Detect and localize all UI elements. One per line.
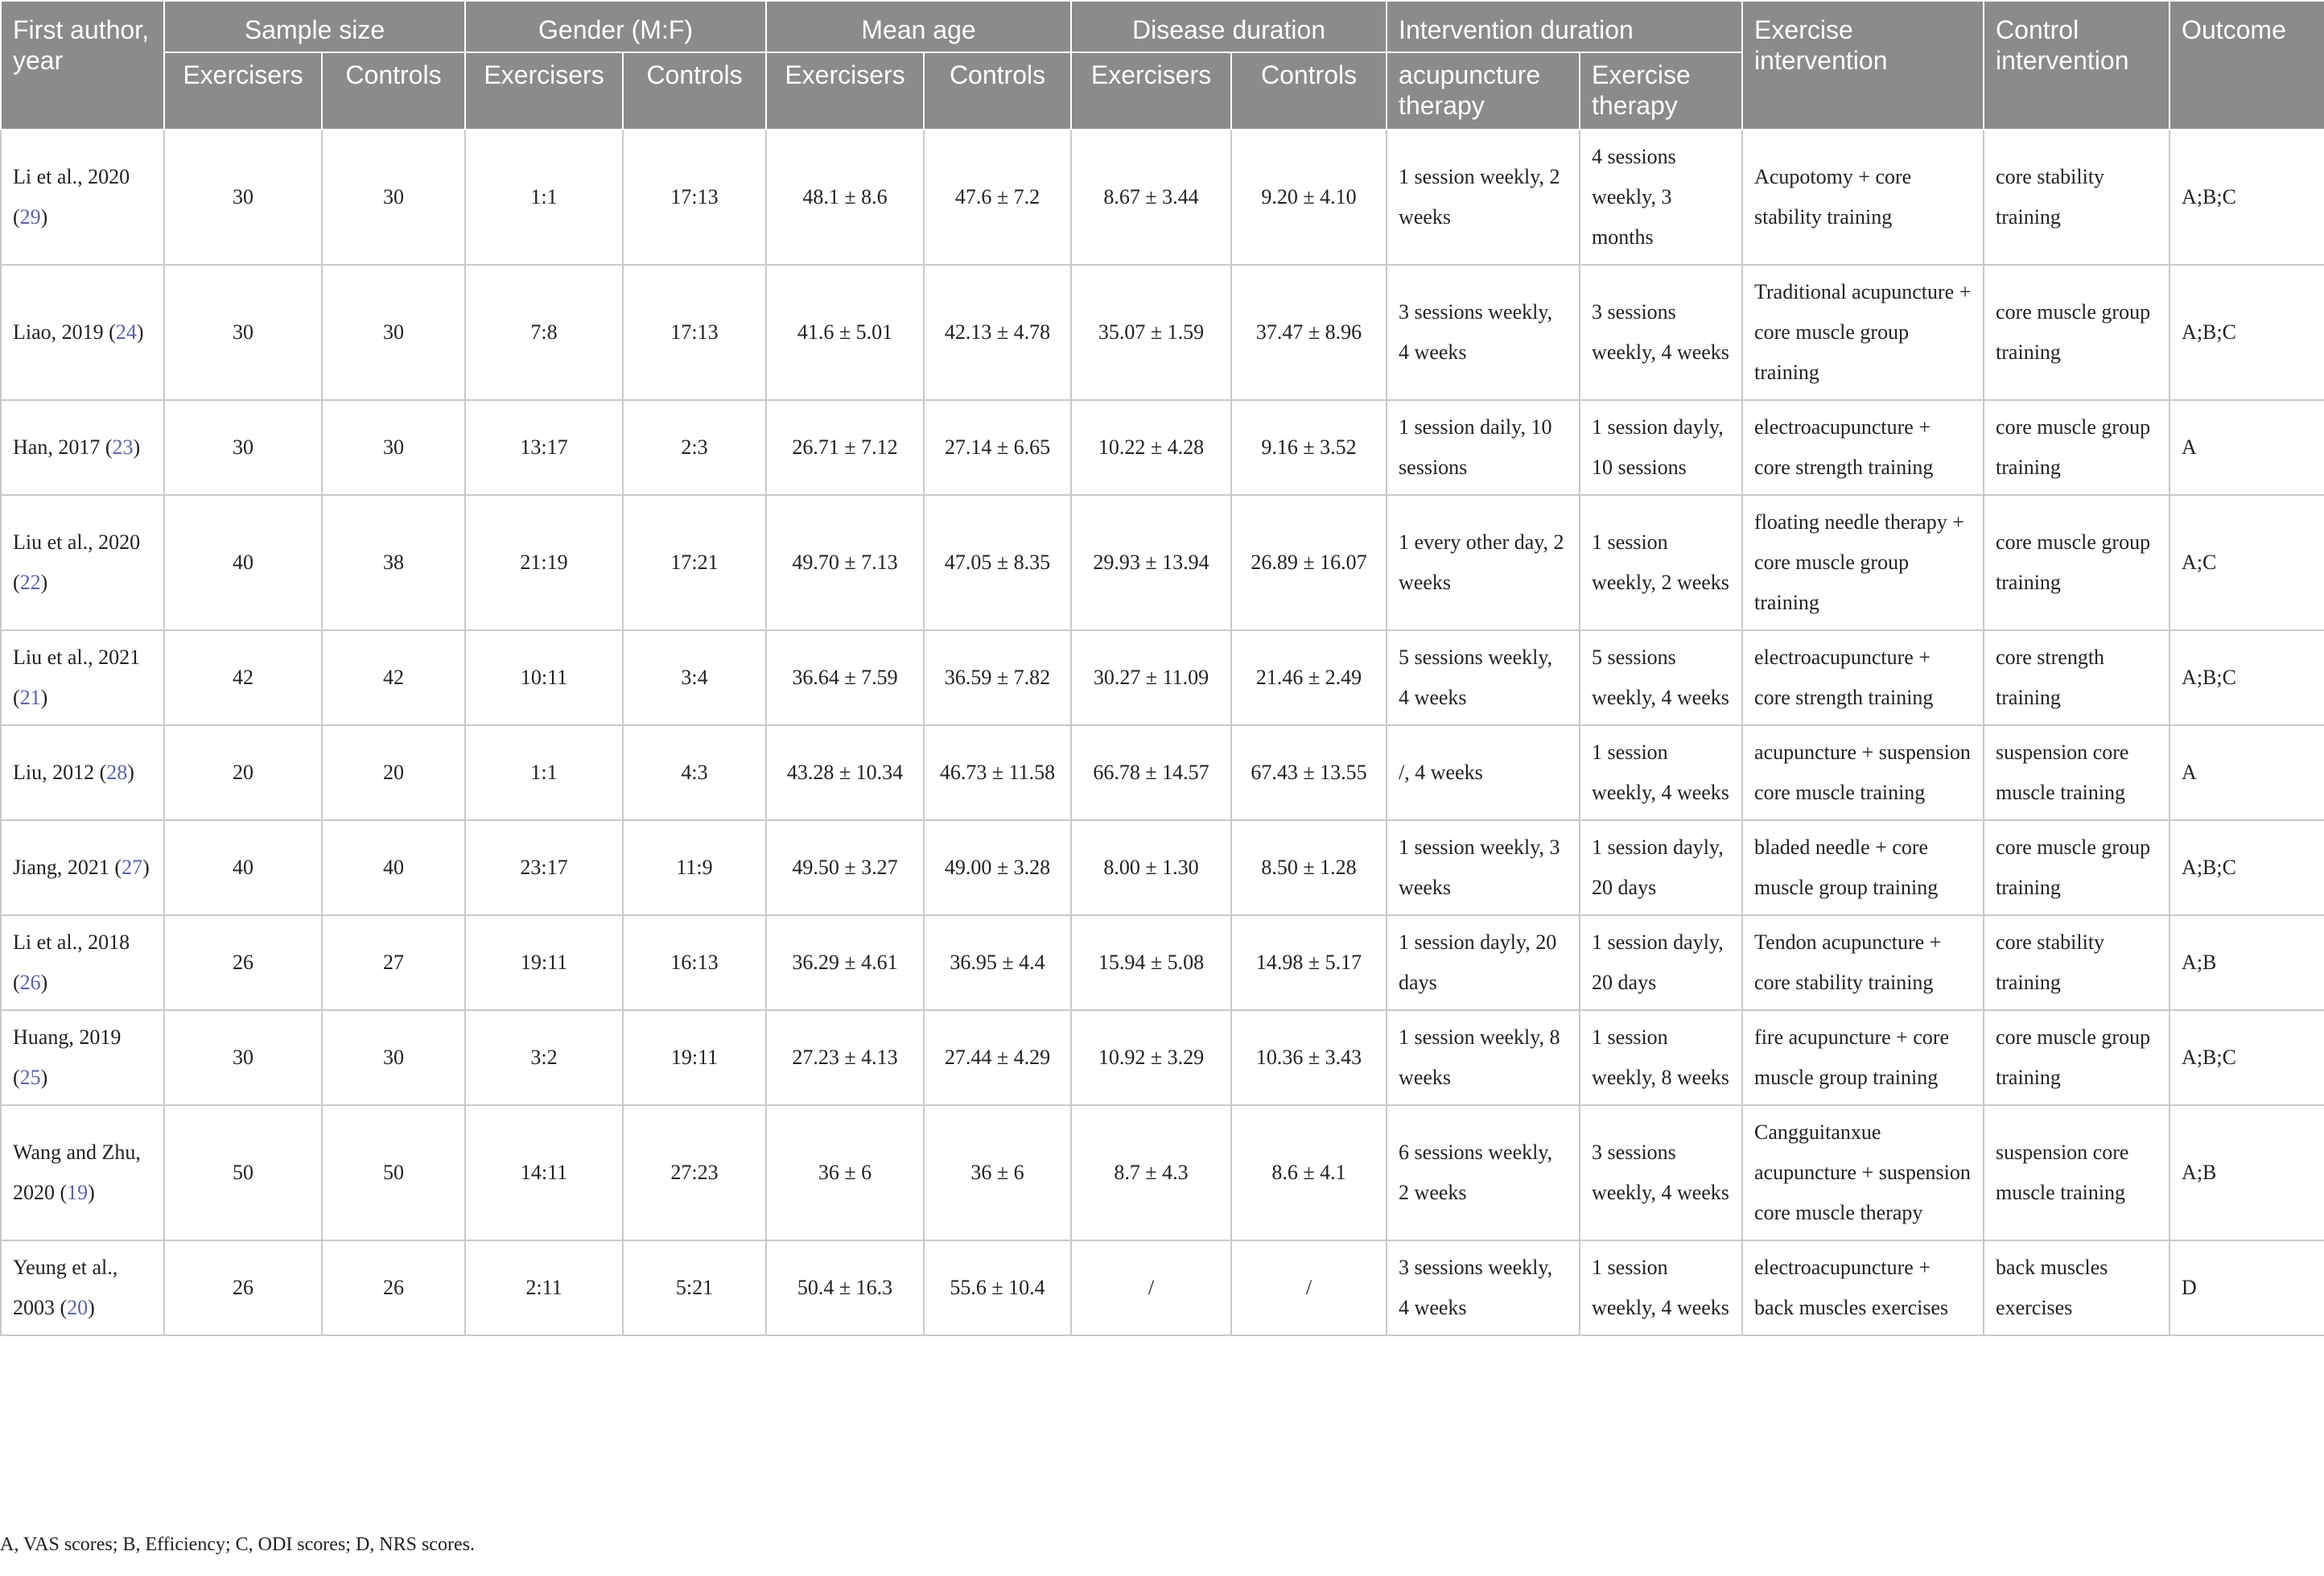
cell-exercise-intervention: fire acupuncture + core muscle group training [1742, 1010, 1984, 1105]
cell-age-exercisers: 49.50 ± 3.27 [766, 820, 924, 915]
reference-link[interactable]: 24 [115, 320, 137, 344]
cell-gender-exercisers: 23:17 [465, 820, 623, 915]
cell-exercise-intervention: Cangguitanxue acupuncture + suspension core muscle therapy [1742, 1105, 1984, 1240]
cell-gender-controls: 17:13 [623, 130, 766, 265]
cell-acupuncture-therapy: /, 4 weeks [1387, 725, 1580, 820]
cell-gender-exercisers: 1:1 [465, 725, 623, 820]
table-row [1, 1105, 2324, 1240]
header-acupuncture-therapy: acupuncture therapy [1387, 52, 1580, 130]
cell-sample-exercisers: 30 [164, 265, 322, 400]
cell-outcome: A;B;C [2169, 1010, 2324, 1105]
header-age-controls: Controls [924, 52, 1071, 130]
table-row [1, 630, 2324, 725]
cell-age-controls: 49.00 ± 3.28 [924, 820, 1071, 915]
author-text: Liu et al., 2021 [13, 646, 141, 669]
cell-age-controls: 36.95 ± 4.4 [924, 915, 1071, 1010]
cell-exercise-therapy: 3 sessions weekly, 4 weeks [1580, 265, 1742, 400]
header-exercise-therapy: Exercise therapy [1580, 52, 1742, 130]
cell-first-author: Wang and Zhu, 2020 (19) [1, 1105, 164, 1240]
cell-exercise-therapy: 1 session weekly, 4 weeks [1580, 1240, 1742, 1335]
author-text: Liu et al., 2020 [13, 530, 141, 554]
header-age-exercisers: Exercisers [766, 52, 924, 130]
author-text: Wang and Zhu, 2020 [13, 1141, 141, 1204]
cell-outcome: A;B [2169, 915, 2324, 1010]
cell-sample-exercisers: 20 [164, 725, 322, 820]
cell-duration-controls: / [1231, 1240, 1387, 1335]
author-text: Li et al., 2018 [13, 930, 130, 954]
cell-age-controls: 42.13 ± 4.78 [924, 265, 1071, 400]
cell-exercise-intervention: acupuncture + suspension core muscle training [1742, 725, 1984, 820]
cell-first-author: Liu et al., 2021 (21) [1, 630, 164, 725]
cell-gender-controls: 17:13 [623, 265, 766, 400]
cell-outcome: A [2169, 725, 2324, 820]
cell-age-exercisers: 27.23 ± 4.13 [766, 1010, 924, 1105]
cell-control-intervention: suspension core muscle training [1984, 725, 2169, 820]
header-gender-controls: Controls [623, 52, 766, 130]
cell-exercise-therapy: 1 session dayly, 10 sessions [1580, 400, 1742, 495]
header-sample-controls: Controls [322, 52, 465, 130]
cell-sample-controls: 50 [322, 1105, 465, 1240]
cell-duration-controls: 67.43 ± 13.55 [1231, 725, 1387, 820]
cell-exercise-intervention: bladed needle + core muscle group training [1742, 820, 1984, 915]
cell-first-author: Liao, 2019 (24) [1, 265, 164, 400]
cell-sample-exercisers: 30 [164, 400, 322, 495]
cell-first-author: Li et al., 2020 (29) [1, 130, 164, 265]
cell-sample-exercisers: 40 [164, 495, 322, 630]
header-sample-size: Sample size [164, 1, 465, 52]
cell-duration-controls: 9.20 ± 4.10 [1231, 130, 1387, 265]
reference-link[interactable]: 20 [67, 1296, 89, 1319]
cell-outcome: A;C [2169, 495, 2324, 630]
cell-exercise-therapy: 1 session weekly, 2 weeks [1580, 495, 1742, 630]
cell-duration-controls: 8.50 ± 1.28 [1231, 820, 1387, 915]
cell-control-intervention: core muscle group training [1984, 1010, 2169, 1105]
header-gender: Gender (M:F) [465, 1, 766, 52]
cell-sample-controls: 30 [322, 1010, 465, 1105]
cell-age-exercisers: 50.4 ± 16.3 [766, 1240, 924, 1335]
cell-duration-controls: 14.98 ± 5.17 [1231, 915, 1387, 1010]
cell-exercise-therapy: 1 session weekly, 4 weeks [1580, 725, 1742, 820]
cell-age-exercisers: 36 ± 6 [766, 1105, 924, 1240]
cell-acupuncture-therapy: 1 every other day, 2 weeks [1387, 495, 1580, 630]
header-mean-age: Mean age [766, 1, 1071, 52]
cell-acupuncture-therapy: 3 sessions weekly, 4 weeks [1387, 265, 1580, 400]
cell-control-intervention: core stability training [1984, 130, 2169, 265]
cell-exercise-intervention: Traditional acupuncture + core muscle group training [1742, 265, 1984, 400]
cell-outcome: A;B;C [2169, 630, 2324, 725]
cell-age-controls: 47.6 ± 7.2 [924, 130, 1071, 265]
cell-exercise-therapy: 1 session dayly, 20 days [1580, 915, 1742, 1010]
cell-outcome: A [2169, 400, 2324, 495]
table-row [1, 495, 2324, 630]
cell-sample-controls: 42 [322, 630, 465, 725]
cell-gender-controls: 17:21 [623, 495, 766, 630]
cell-control-intervention: core muscle group training [1984, 265, 2169, 400]
cell-age-exercisers: 49.70 ± 7.13 [766, 495, 924, 630]
cell-duration-exercisers: / [1071, 1240, 1231, 1335]
cell-duration-exercisers: 10.22 ± 4.28 [1071, 400, 1231, 495]
cell-age-controls: 36.59 ± 7.82 [924, 630, 1071, 725]
table-row [1, 265, 2324, 400]
cell-sample-exercisers: 40 [164, 820, 322, 915]
table-row [1, 1240, 2324, 1335]
cell-age-controls: 36 ± 6 [924, 1105, 1071, 1240]
cell-first-author: Huang, 2019 (25) [1, 1010, 164, 1105]
cell-acupuncture-therapy: 3 sessions weekly, 4 weeks [1387, 1240, 1580, 1335]
cell-age-exercisers: 43.28 ± 10.34 [766, 725, 924, 820]
table-body [1, 130, 2324, 1335]
cell-first-author: Liu, 2012 (28) [1, 725, 164, 820]
cell-gender-exercisers: 2:11 [465, 1240, 623, 1335]
cell-duration-controls: 21.46 ± 2.49 [1231, 630, 1387, 725]
cell-acupuncture-therapy: 5 sessions weekly, 4 weeks [1387, 630, 1580, 725]
header-intervention-duration: Intervention duration [1387, 1, 1742, 52]
reference-link[interactable]: 22 [19, 571, 41, 594]
cell-sample-controls: 30 [322, 130, 465, 265]
cell-acupuncture-therapy: 6 sessions weekly, 2 weeks [1387, 1105, 1580, 1240]
cell-exercise-intervention: electroacupuncture + back muscles exercises [1742, 1240, 1984, 1335]
cell-sample-controls: 40 [322, 820, 465, 915]
cell-gender-controls: 3:4 [623, 630, 766, 725]
cell-sample-controls: 38 [322, 495, 465, 630]
cell-sample-controls: 20 [322, 725, 465, 820]
cell-gender-exercisers: 10:11 [465, 630, 623, 725]
cell-duration-controls: 9.16 ± 3.52 [1231, 400, 1387, 495]
cell-gender-controls: 19:11 [623, 1010, 766, 1105]
table-row [1, 915, 2324, 1010]
cell-gender-exercisers: 19:11 [465, 915, 623, 1010]
table-row [1, 820, 2324, 915]
cell-duration-controls: 26.89 ± 16.07 [1231, 495, 1387, 630]
cell-gender-exercisers: 3:2 [465, 1010, 623, 1105]
cell-duration-controls: 10.36 ± 3.43 [1231, 1010, 1387, 1105]
cell-duration-controls: 37.47 ± 8.96 [1231, 265, 1387, 400]
cell-gender-exercisers: 7:8 [465, 265, 623, 400]
cell-outcome: D [2169, 1240, 2324, 1335]
header-gender-exercisers: Exercisers [465, 52, 623, 130]
table-footnote: A, VAS scores; B, Efficiency; C, ODI scores; D, NRS scores. [0, 1534, 475, 1555]
table-row [1, 1010, 2324, 1105]
cell-exercise-intervention: Acupotomy + core stability training [1742, 130, 1984, 265]
reference-link[interactable]: 25 [19, 1066, 41, 1089]
cell-first-author: Li et al., 2018 (26) [1, 915, 164, 1010]
cell-exercise-therapy: 3 sessions weekly, 4 weeks [1580, 1105, 1742, 1240]
author-text: Jiang, 2021 [13, 856, 109, 879]
reference-link[interactable]: 28 [106, 761, 128, 784]
author-text: Liu, 2012 [13, 761, 95, 784]
header-duration-exercisers: Exercisers [1071, 52, 1231, 130]
cell-outcome: A;B;C [2169, 820, 2324, 915]
cell-sample-exercisers: 42 [164, 630, 322, 725]
cell-acupuncture-therapy: 1 session weekly, 3 weeks [1387, 820, 1580, 915]
table-row [1, 725, 2324, 820]
cell-control-intervention: core strength training [1984, 630, 2169, 725]
cell-gender-exercisers: 13:17 [465, 400, 623, 495]
cell-first-author: Yeung et al., 2003 (20) [1, 1240, 164, 1335]
cell-exercise-therapy: 1 session dayly, 20 days [1580, 820, 1742, 915]
cell-outcome: A;B;C [2169, 265, 2324, 400]
author-text: Yeung et al., 2003 [13, 1256, 118, 1319]
reference-link[interactable]: 19 [67, 1181, 89, 1204]
cell-duration-exercisers: 29.93 ± 13.94 [1071, 495, 1231, 630]
cell-duration-exercisers: 8.00 ± 1.30 [1071, 820, 1231, 915]
cell-exercise-therapy: 4 sessions weekly, 3 months [1580, 130, 1742, 265]
table-row [1, 400, 2324, 495]
cell-gender-controls: 11:9 [623, 820, 766, 915]
header-duration-controls: Controls [1231, 52, 1387, 130]
cell-age-controls: 27.44 ± 4.29 [924, 1010, 1071, 1105]
cell-exercise-intervention: electroacupuncture + core strength training [1742, 400, 1984, 495]
cell-control-intervention: core muscle group training [1984, 400, 2169, 495]
cell-gender-exercisers: 1:1 [465, 130, 623, 265]
cell-first-author: Jiang, 2021 (27) [1, 820, 164, 915]
cell-control-intervention: back muscles exercises [1984, 1240, 2169, 1335]
reference-link[interactable]: 26 [19, 971, 41, 994]
author-text: Li et al., 2020 [13, 165, 130, 188]
cell-acupuncture-therapy: 1 session weekly, 2 weeks [1387, 130, 1580, 265]
reference-link[interactable]: 27 [122, 856, 143, 879]
cell-age-exercisers: 36.29 ± 4.61 [766, 915, 924, 1010]
header-exercise-intervention: Exercise intervention [1742, 1, 1984, 130]
cell-duration-exercisers: 8.67 ± 3.44 [1071, 130, 1231, 265]
cell-sample-controls: 26 [322, 1240, 465, 1335]
cell-outcome: A;B [2169, 1105, 2324, 1240]
cell-control-intervention: core muscle group training [1984, 820, 2169, 915]
cell-sample-controls: 30 [322, 265, 465, 400]
cell-gender-controls: 2:3 [623, 400, 766, 495]
cell-control-intervention: core stability training [1984, 915, 2169, 1010]
cell-age-controls: 46.73 ± 11.58 [924, 725, 1071, 820]
cell-duration-controls: 8.6 ± 4.1 [1231, 1105, 1387, 1240]
cell-first-author: Liu et al., 2020 (22) [1, 495, 164, 630]
cell-gender-exercisers: 21:19 [465, 495, 623, 630]
table-header [1, 1, 2324, 130]
cell-duration-exercisers: 66.78 ± 14.57 [1071, 725, 1231, 820]
cell-sample-exercisers: 50 [164, 1105, 322, 1240]
reference-link[interactable]: 23 [112, 435, 134, 459]
cell-control-intervention: suspension core muscle training [1984, 1105, 2169, 1240]
reference-link[interactable]: 21 [19, 686, 41, 709]
cell-gender-controls: 4:3 [623, 725, 766, 820]
cell-acupuncture-therapy: 1 session weekly, 8 weeks [1387, 1010, 1580, 1105]
cell-age-exercisers: 41.6 ± 5.01 [766, 265, 924, 400]
header-control-intervention: Control intervention [1984, 1, 2169, 130]
cell-sample-exercisers: 26 [164, 1240, 322, 1335]
cell-sample-exercisers: 26 [164, 915, 322, 1010]
cell-sample-controls: 27 [322, 915, 465, 1010]
cell-duration-exercisers: 30.27 ± 11.09 [1071, 630, 1231, 725]
cell-sample-controls: 30 [322, 400, 465, 495]
cell-exercise-intervention: electroacupuncture + core strength training [1742, 630, 1984, 725]
cell-exercise-therapy: 5 sessions weekly, 4 weeks [1580, 630, 1742, 725]
cell-age-exercisers: 36.64 ± 7.59 [766, 630, 924, 725]
cell-duration-exercisers: 10.92 ± 3.29 [1071, 1010, 1231, 1105]
cell-sample-exercisers: 30 [164, 130, 322, 265]
cell-first-author: Han, 2017 (23) [1, 400, 164, 495]
cell-age-controls: 27.14 ± 6.65 [924, 400, 1071, 495]
header-first-author: First author, year [1, 1, 164, 130]
cell-gender-controls: 5:21 [623, 1240, 766, 1335]
cell-acupuncture-therapy: 1 session daily, 10 sessions [1387, 400, 1580, 495]
table-row [1, 130, 2324, 265]
cell-control-intervention: core muscle group training [1984, 495, 2169, 630]
author-text: Huang, 2019 [13, 1025, 122, 1049]
cell-duration-exercisers: 15.94 ± 5.08 [1071, 915, 1231, 1010]
author-text: Han, 2017 [13, 435, 101, 459]
cell-age-controls: 47.05 ± 8.35 [924, 495, 1071, 630]
cell-age-exercisers: 48.1 ± 8.6 [766, 130, 924, 265]
cell-acupuncture-therapy: 1 session dayly, 20 days [1387, 915, 1580, 1010]
reference-link[interactable]: 29 [19, 205, 41, 229]
header-disease-duration: Disease duration [1071, 1, 1387, 52]
cell-outcome: A;B;C [2169, 130, 2324, 265]
cell-duration-exercisers: 8.7 ± 4.3 [1071, 1105, 1231, 1240]
cell-gender-exercisers: 14:11 [465, 1105, 623, 1240]
cell-age-exercisers: 26.71 ± 7.12 [766, 400, 924, 495]
cell-exercise-intervention: floating needle therapy + core muscle group training [1742, 495, 1984, 630]
header-sample-exercisers: Exercisers [164, 52, 322, 130]
header-outcome: Outcome [2169, 1, 2324, 130]
cell-gender-controls: 16:13 [623, 915, 766, 1010]
cell-exercise-therapy: 1 session weekly, 8 weeks [1580, 1010, 1742, 1105]
cell-sample-exercisers: 30 [164, 1010, 322, 1105]
cell-exercise-intervention: Tendon acupuncture + core stability training [1742, 915, 1984, 1010]
cell-gender-controls: 27:23 [623, 1105, 766, 1240]
cell-age-controls: 55.6 ± 10.4 [924, 1240, 1071, 1335]
cell-duration-exercisers: 35.07 ± 1.59 [1071, 265, 1231, 400]
author-text: Liao, 2019 [13, 320, 104, 344]
